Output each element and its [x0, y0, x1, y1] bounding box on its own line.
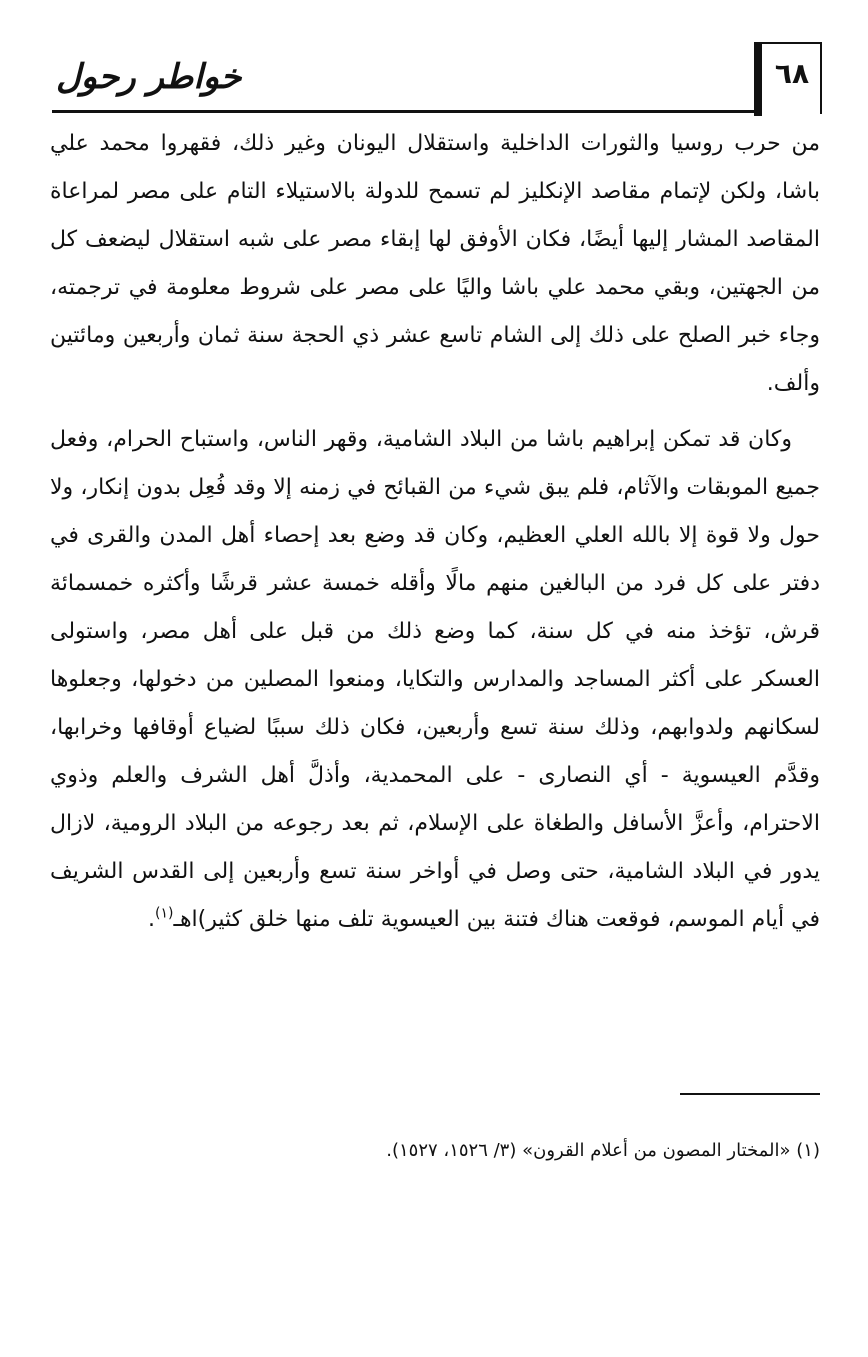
- page-number: ٦٨: [774, 57, 810, 90]
- running-title: خواطر رحول: [56, 57, 242, 97]
- body-text: [50, 120, 820, 944]
- paragraph: من حرب روسيا والثورات الداخلية واستقلال اليونان وغير ذلك، فقهروا محمد علي باشا، ولكن لإتمام مقاصد الإنكليز لم تسمح للدولة بالاستيلاء التام على مصر لمراعاة المقاصد المشار إليها أيضًا، فكان الأوفق لها إبقاء مصر على شبه استقلال ليضعف كل من الجهتين، وبقي محمد علي باشا واليًا على مصر على شروط معلومة في ترجمته، وجاء خبر الصلح على ذلك إلى الشام تاسع عشر ذي الحجة سنة ثمان وأربعين ومائتين وألف.: [50, 131, 820, 396]
- paragraph-end-punctuation: .: [148, 907, 156, 932]
- footnote-separator: [680, 1093, 820, 1095]
- page-number-frame: [754, 42, 822, 114]
- footnote: (١) «المختار المصون من أعلام القرون» (٣/ ١٥٢٦، ١٥٢٧).: [386, 1140, 820, 1161]
- page-header: [52, 42, 822, 122]
- paragraph-text: وكان قد تمكن إبراهيم باشا من البلاد الشامية، وقهر الناس، واستباح الحرام، وفعل جميع الموبقات والآثام، فلم يبق شيء من القبائح في زمنه إلا وقد فُعِل بدون إنكار، ولا حول ولا قوة إلا بالله العلي العظيم، وكان قد وضع بعد إحصاء أهل المدن والقرى في دفتر على كل فرد من البالغين منهم مالًا وأقله خمسة عشر قرشًا وأكثره خمسمائة قرش، تؤخذ منه في كل سنة، كما وضع ذلك من قبل على أهل مصر، واستولى العسكر على أكثر المساجد والمدارس والتكايا، ومنعوا المصلين من دخولها، وجعلوها لسكانهم ولدوابهم، وذلك سنة تسع وأربعين، فكان ذلك سببًا لضياع أوقافها وخرابها، وقدَّم العيسوية - أي النصارى - على المحمدية، وأذلَّ أهل الشرف والعلم وذوي الاحترام، وأعزَّ الأسافل والطغاة على الإسلام، ثم بعد رجوعه من البلاد الرومية، لازال يدور في البلاد الشامية، حتى وصل في أواخر سنة تسع وأربعين إلى القدس الشريف في أيام الموسم، فوقعت هناك فتنة بين العيسوية تلف منها خلق كثير)اهـ: [50, 427, 820, 932]
- page-number-bar: [754, 44, 762, 116]
- footnote-reference[interactable]: (١): [155, 905, 174, 922]
- header-rule: [52, 110, 756, 113]
- paragraph: [50, 416, 820, 944]
